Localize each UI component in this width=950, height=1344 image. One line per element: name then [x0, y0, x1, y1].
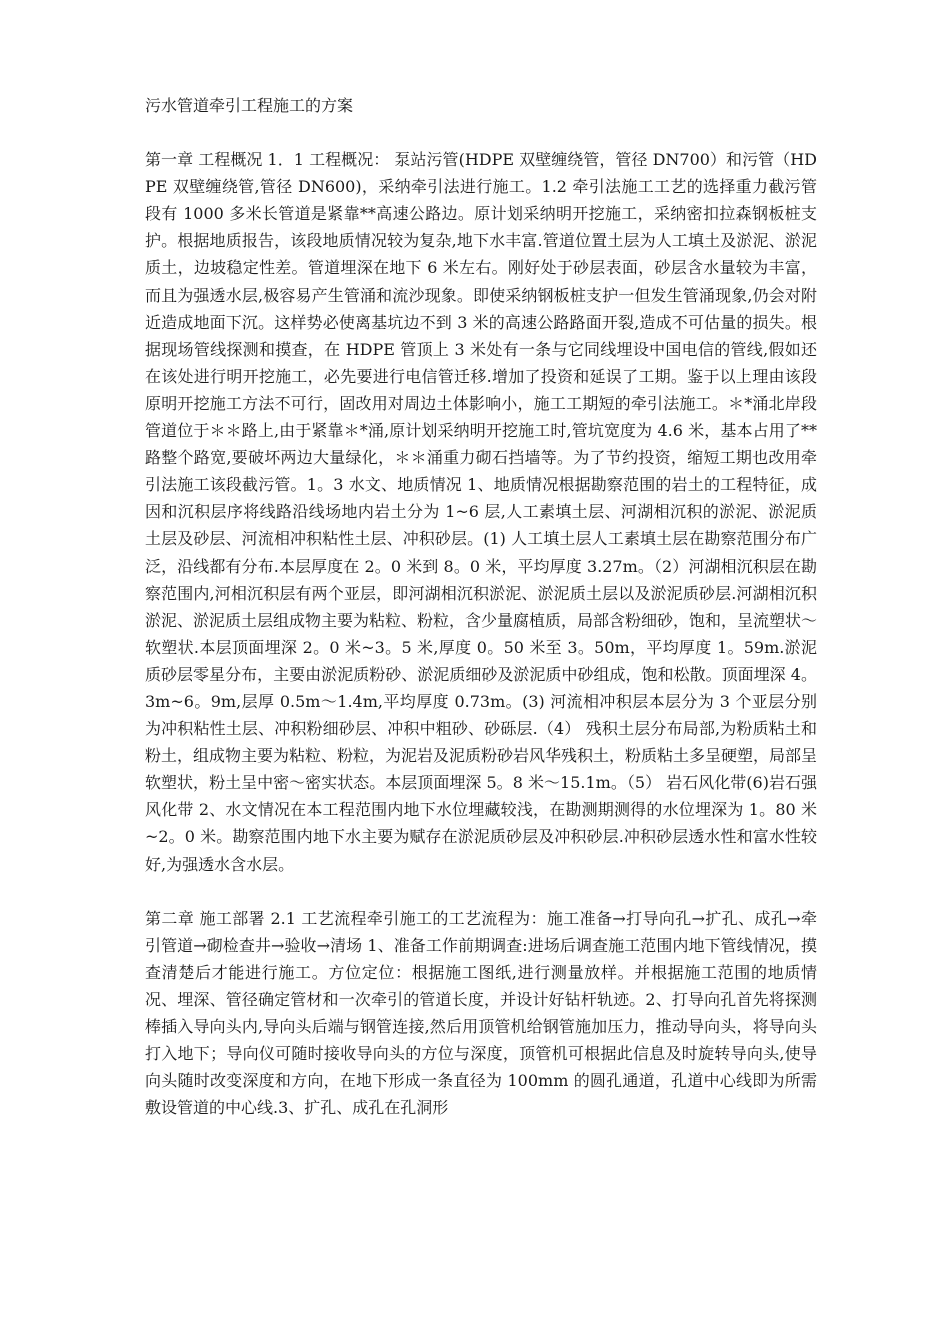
document-title: 污水管道牵引工程施工的方案 — [145, 96, 354, 115]
paragraph-chapter-1: 第一章 工程概况 1．1 工程概况： 泵站污管(HDPE 双壁缠绕管，管径 DN700）和污管（HDPE 双壁缠绕管,管径 DN600)，采纳牵引法进行施工。1.2 牵引法施工工艺的选择重力截污管段有 1000 多米长管道是紧靠**高速公路边。原计划采纳明开挖施工，采纳密扣拉森钢板桩支护。根据地质报告，该段地质情况较为复杂,地下水丰富.管道位置土层为人工填土及淤泥、淤泥质土，边坡稳定性差。管道埋深在地下 6 米左右。刚好处于砂层表面，砂层含水量较为丰富，而且为强透水层,极容易产生管涌和流沙现象。即使采纳钢板桩支护一但发生管涌现象,仍会对附近造成地面下沉。这样势必使离基坑边不到 3 米的高速公路路面开裂,造成不可估量的损失。根据现场管线探测和摸查，在 HDPE 管顶上 3 米处有一条与它同线埋设中国电信的管线,假如还在该处进行明开挖施工，必先要进行电信管迁移.增加了投资和延误了工期。鉴于以上理由该段原明开挖施工方法不可行，固改用对周边土体影响小，施工工期短的牵引法施工。＊*涌北岸段管道位于＊＊路上,由于紧靠＊*涌,原计划采纳明开挖施工时,管坑宽度为 4.6 米，基本占用了**路整个路宽,要破坏两边大量绿化，＊＊涌重力砌石挡墙等。为了节约投资，缩短工期也改用牵引法施工该段截污管。1。3 水文、地质情况 1、地质情况根据勘察范围的岩土的工程特征，成因和沉积层序将线路沿线场地内岩土分为 1~6 层,人工素填土层、河湖相沉积的淤泥、淤泥质土层及砂层、河流相冲积粘性土层、冲积砂层。(1) 人工填土层人工素填土层在勘察范围分布广泛，沿线都有分布.本层厚度在 2。0 米到 8。0 米，平均厚度 3.27m。（2）河湖相沉积层在勘察范围内,河相沉积层有两个亚层，即河湖相沉积淤泥、淤泥质土层以及淤泥质砂层.河湖相沉积淤泥、淤泥质土层组成物主要为粘粒、粉粒，含少量腐植质，局部含粉细砂，饱和，呈流塑状～软塑状.本层顶面埋深 2。0 米~3。5 米,厚度 0。50 米至 3。50m，平均厚度 1。59m.淤泥质砂层零星分布，主要由淤泥质粉砂、淤泥质细砂及淤泥质中砂组成，饱和松散。顶面埋深 4。3m~6。9m,层厚 0.5m～1.4m,平均厚度 0.73m。(3) 河流相冲积层本层分为 3 个亚层分别为冲积粘性土层、冲积粉细砂层、冲积中粗砂、砂砾层.（4） 残积土层分布局部,为粉质粘土和粉土，组成物主要为粘粒、粉粒，为泥岩及泥质粉砂岩风华残积土，粉质粘土多呈硬塑，局部呈软塑状，粉土呈中密～密实状态。本层顶面埋深 5。8 米～15.1m。（5） 岩石风化带(6)岩石强风化带 2、水文情况在本工程范围内地下水位埋藏较浅，在勘测期测得的水位埋深为 1。80 米~2。0 米。勘察范围内地下水主要为赋存在淤泥质砂层及冲积砂层.冲积砂层透水性和富水性较好,为强透水含水层。 — [145, 150, 818, 874]
paragraph-spacer — [145, 119, 817, 146]
document-page — [145, 92, 817, 1121]
paragraph-chapter-2: 第二章 施工部署 2.1 工艺流程牵引施工的工艺流程为：施工准备→打导向孔→扩孔、成孔→牵引管道→砌检查井→验收→清场 1、准备工作前期调查:进场后调查施工范围内地下管线情况，摸查清楚后才能进行施工。方位定位：根据施工图纸,进行测量放样。并根据施工范围的地质情况、埋深、管径确定管材和一次牵引的管道长度，并设计好钻杆轨迹。2、打导向孔首先将探测棒插入导向头内,导向头后端与钢管连接,然后用顶管机给钢管施加压力，推动导向头，将导向头打入地下；导向仪可随时接收导向头的方位与深度，顶管机可根据此信息及时旋转导向头,使导向头随时改变深度和方向，在地下形成一条直径为 100mm 的圆孔通道，孔道中心线即为所需敷设管道的中心线.3、扩孔、成孔在孔洞形 — [145, 908, 817, 1118]
paragraph-spacer — [145, 878, 817, 905]
